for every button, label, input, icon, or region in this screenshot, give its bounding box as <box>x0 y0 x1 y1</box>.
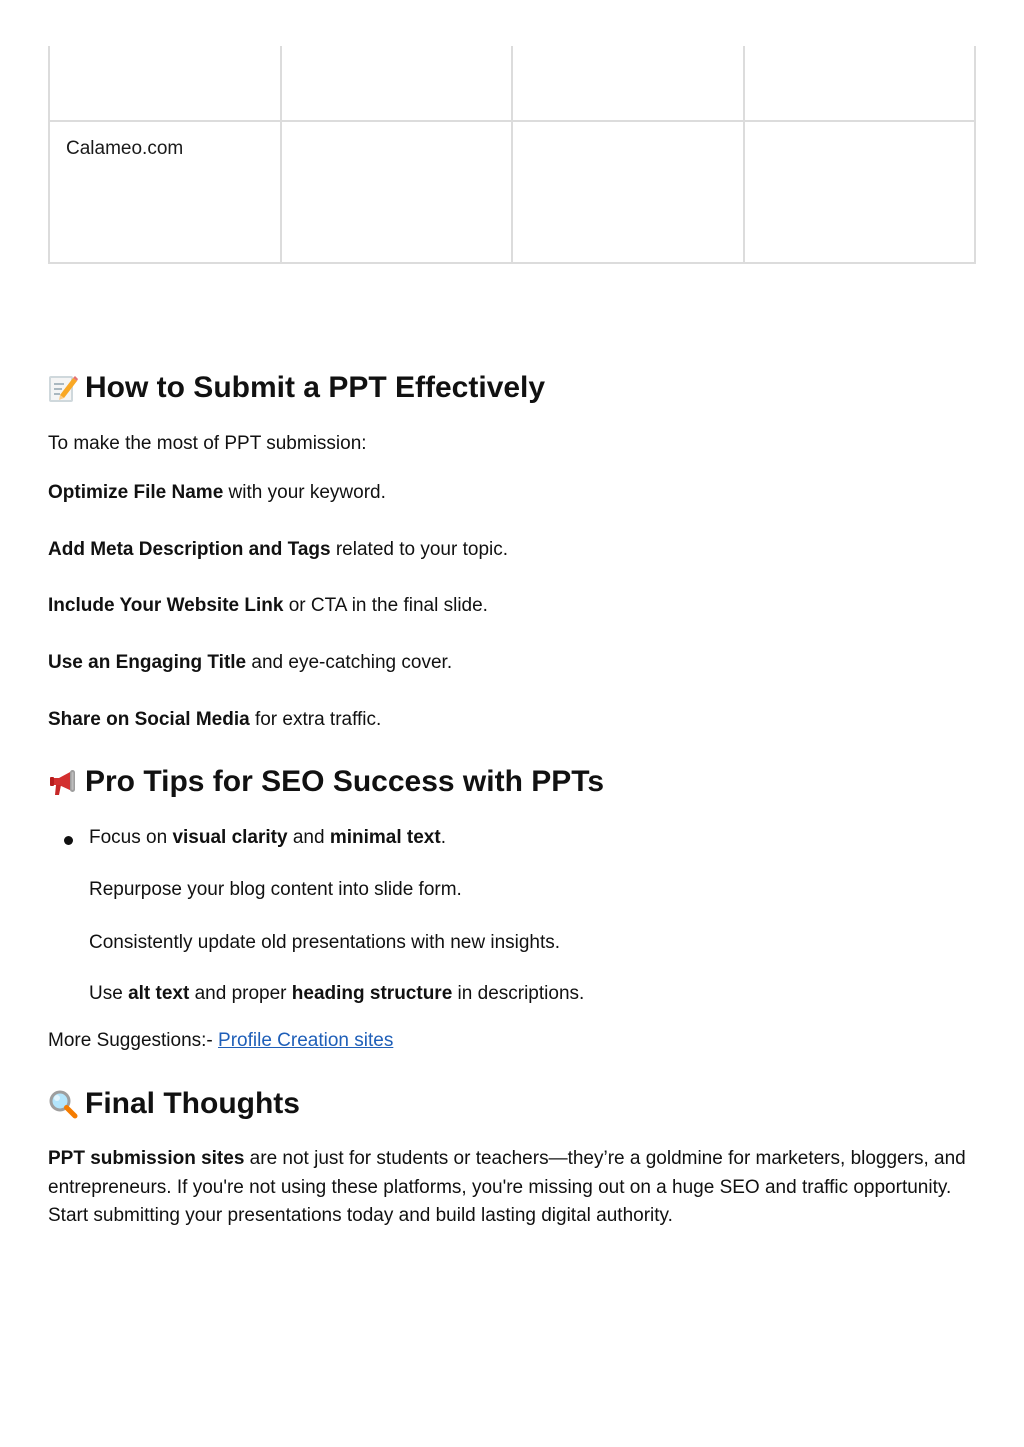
list-item <box>89 980 584 1008</box>
section-heading-pro-tips <box>48 764 604 800</box>
tip-bold: Optimize File Name <box>48 482 224 503</box>
final-bold-lead: PPT submission sites <box>48 1148 245 1169</box>
tip-item <box>48 479 386 507</box>
table-row <box>49 46 975 121</box>
table-cell <box>49 46 281 121</box>
tip-bold: Add Meta Description and Tags <box>48 539 331 560</box>
intro-text: To make the most of PPT submission: <box>48 433 367 454</box>
magnifying-glass-icon <box>48 1089 78 1119</box>
list-item: Repurpose your blog content into slide form. <box>89 879 462 900</box>
memo-pencil-icon <box>48 373 78 403</box>
tip-rest: for extra traffic. <box>249 709 382 730</box>
table-cell <box>744 46 976 121</box>
table-cell <box>512 46 744 121</box>
table-cell <box>744 121 976 263</box>
table-cell: Calameo.com <box>49 121 281 263</box>
profile-creation-sites-link[interactable]: Profile Creation sites <box>218 1030 394 1051</box>
table-cell <box>281 46 513 121</box>
megaphone-icon <box>48 767 78 797</box>
final-body: are not just for students or teachers—they’re a goldmine for marketers, bloggers, and entrepreneurs. If you're not using these platforms, you're missing out on a huge SEO and traffic opportunity. Start submitting your presentations today and build lasting digital authority. <box>48 1148 966 1226</box>
list-bold: visual clarity <box>172 827 288 848</box>
list-bold: alt text <box>128 983 190 1004</box>
section-title: Pro Tips for SEO Success with PPTs <box>85 765 605 798</box>
tip-rest: and eye-catching cover. <box>246 652 453 673</box>
bullet-dot <box>64 836 73 845</box>
tip-rest: or CTA in the final slide. <box>283 595 488 616</box>
tip-bold: Use an Engaging Title <box>48 652 247 673</box>
list-item <box>89 824 446 852</box>
final-paragraph <box>48 1145 983 1231</box>
table-row <box>49 121 975 263</box>
tip-item <box>48 536 508 564</box>
tip-bold: Include Your Website Link <box>48 595 284 616</box>
table-cell <box>281 121 513 263</box>
list-text: in descriptions. <box>452 983 585 1004</box>
section-heading-final <box>48 1086 300 1122</box>
list-bold: heading structure <box>291 983 453 1004</box>
section-title: How to Submit a PPT Effectively <box>85 371 546 404</box>
more-label: More Suggestions:- <box>48 1030 219 1051</box>
list-text: . <box>440 827 446 848</box>
tip-item <box>48 649 452 677</box>
list-item: Consistently update old presentations with new insights. <box>89 932 561 953</box>
submission-sites-table <box>48 46 976 264</box>
tip-rest: with your keyword. <box>223 482 386 503</box>
tip-bold: Share on Social Media <box>48 709 250 730</box>
list-text: Use <box>89 983 129 1004</box>
list-bold: minimal text <box>329 827 441 848</box>
table-cell <box>512 121 744 263</box>
list-text: and proper <box>189 983 292 1004</box>
list-text: and <box>287 827 330 848</box>
section-title: Final Thoughts <box>85 1087 300 1120</box>
tip-item <box>48 592 488 620</box>
section-heading-submit <box>48 370 545 406</box>
more-suggestions <box>48 1027 393 1055</box>
tip-rest: related to your topic. <box>330 539 509 560</box>
tip-item <box>48 706 381 734</box>
list-text: Focus on <box>89 827 173 848</box>
